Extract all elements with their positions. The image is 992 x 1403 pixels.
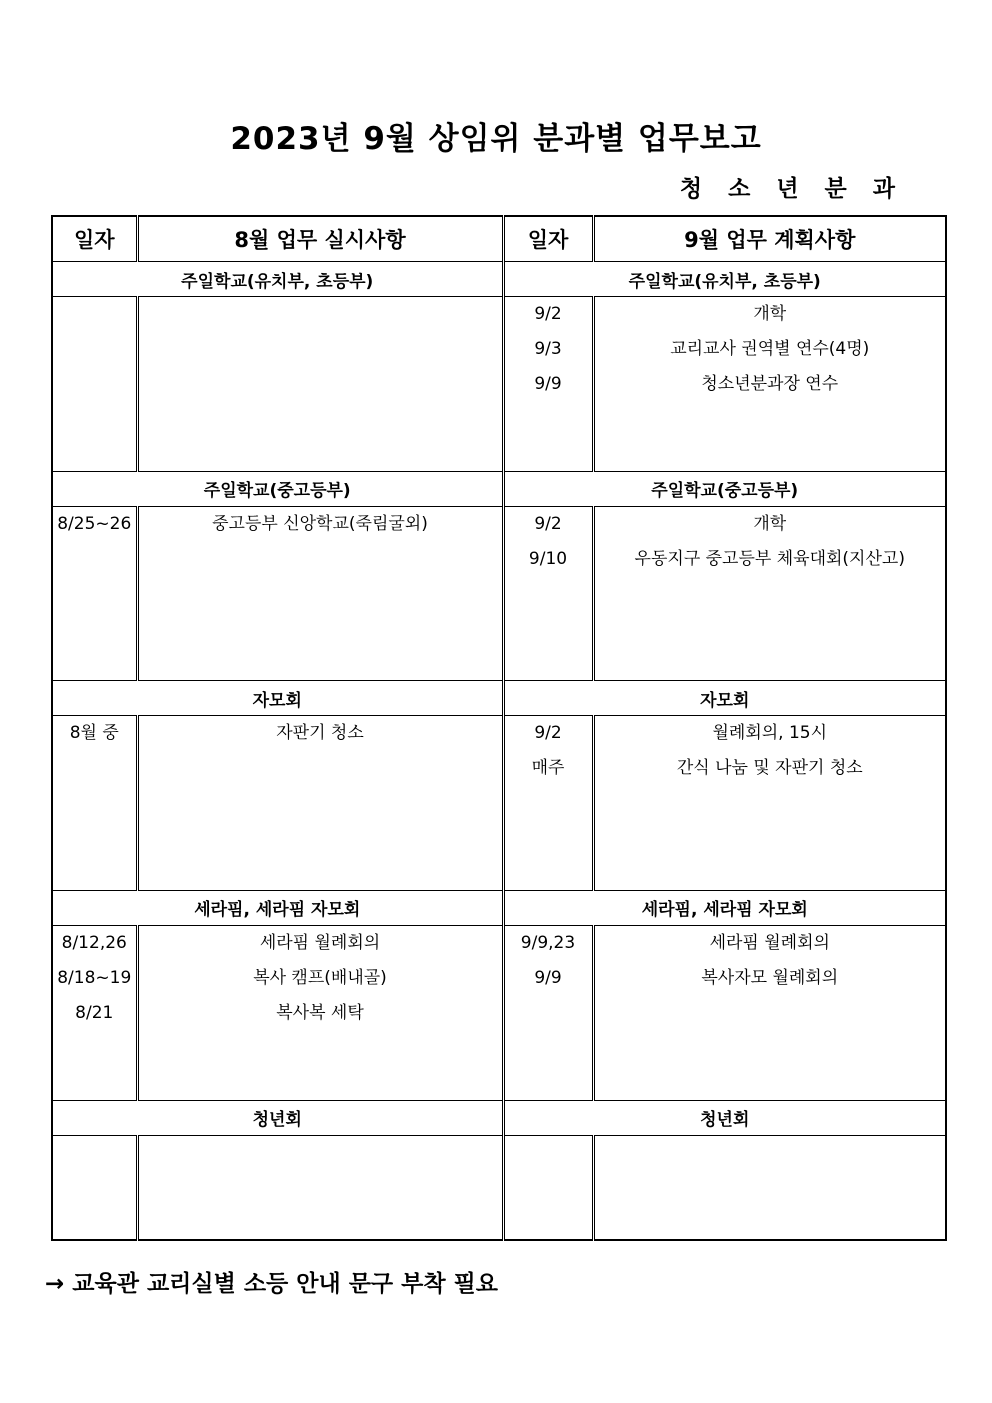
august-date-cell <box>52 1135 137 1240</box>
september-item: 개학 <box>753 304 787 325</box>
september-item: 우동지구 중고등부 체육대회(지산고) <box>634 548 905 569</box>
section-title-row <box>52 681 946 716</box>
september-date: 9/3 <box>534 339 562 360</box>
september-date: 9/9,23 <box>520 932 576 953</box>
page-title: 2023년 9월 상임위 분과별 업무보고 <box>230 121 762 157</box>
footer-note: → 교육관 교리실별 소등 안내 문구 부착 필요 <box>45 1271 499 1297</box>
section-title-right: 청년회 <box>503 1100 946 1135</box>
september-item-cell <box>593 297 946 472</box>
september-item: 교리교사 권역별 연수(4명) <box>670 339 870 360</box>
august-item: 복사복 세탁 <box>276 1002 364 1023</box>
section-body-row <box>52 1135 946 1240</box>
september-item: 청소년분과장 연수 <box>701 374 839 395</box>
august-date: 8/18~19 <box>57 967 132 988</box>
august-item-cell <box>137 506 503 681</box>
section-body-row <box>52 716 946 891</box>
august-date: 8/25~26 <box>57 513 132 534</box>
august-item-cell <box>137 925 503 1100</box>
august-date: 8/21 <box>75 1002 114 1023</box>
august-date: 8/12,26 <box>61 932 127 953</box>
section-title-right: 자모회 <box>503 681 946 716</box>
august-date-cell <box>52 506 137 681</box>
report-table <box>51 215 947 1241</box>
september-item-cell <box>593 506 946 681</box>
section-title-row <box>52 471 946 506</box>
header-date-left: 일자 <box>52 216 137 262</box>
september-item: 세라핌 월례회의 <box>709 932 830 953</box>
september-item: 복사자모 월례회의 <box>701 967 839 988</box>
header-row <box>52 216 946 262</box>
september-date-cell <box>503 297 593 472</box>
september-date: 9/9 <box>534 374 562 395</box>
september-date: 9/2 <box>534 723 562 744</box>
september-date: 9/9 <box>534 967 562 988</box>
section-title-right: 주일학교(유치부, 초등부) <box>503 262 946 297</box>
section-title-row <box>52 262 946 297</box>
section-title-left: 청년회 <box>52 1100 503 1135</box>
section-title-left: 주일학교(유치부, 초등부) <box>52 262 503 297</box>
august-item: 복사 캠프(배내골) <box>253 967 387 988</box>
august-date-cell <box>52 925 137 1100</box>
section-title-left: 자모회 <box>52 681 503 716</box>
section-title-left: 세라핌, 세라핌 자모회 <box>52 890 503 925</box>
section-title-right: 주일학교(중고등부) <box>503 471 946 506</box>
september-item-cell <box>593 716 946 891</box>
september-date-cell <box>503 925 593 1100</box>
september-item: 월례회의, 15시 <box>712 723 828 744</box>
august-date: 8월 중 <box>69 723 119 744</box>
section-body-row <box>52 506 946 681</box>
september-item: 개학 <box>753 513 787 534</box>
september-date: 9/2 <box>534 513 562 534</box>
section-title-right: 세라핌, 세라핌 자모회 <box>503 890 946 925</box>
august-date-cell <box>52 716 137 891</box>
august-date-cell <box>52 297 137 472</box>
august-item: 자판기 청소 <box>276 723 364 744</box>
august-item-cell <box>137 297 503 472</box>
september-date-cell <box>503 506 593 681</box>
header-date-right: 일자 <box>503 216 593 262</box>
september-date-cell <box>503 1135 593 1240</box>
section-body-row <box>52 297 946 472</box>
september-date: 매주 <box>531 758 565 779</box>
september-item: 간식 나눔 및 자판기 청소 <box>676 758 863 779</box>
header-august: 8월 업무 실시사항 <box>137 216 503 262</box>
section-body-row <box>52 925 946 1100</box>
september-item-cell <box>593 925 946 1100</box>
section-title-left: 주일학교(중고등부) <box>52 471 503 506</box>
august-item: 세라핌 월례회의 <box>259 932 381 953</box>
september-date: 9/2 <box>534 304 562 325</box>
september-date: 9/10 <box>528 548 568 569</box>
section-title-row <box>52 1100 946 1135</box>
september-item-cell <box>593 1135 946 1240</box>
header-september: 9월 업무 계획사항 <box>593 216 946 262</box>
august-item: 중고등부 신앙학교(죽림굴외) <box>212 513 428 534</box>
section-title-row <box>52 890 946 925</box>
september-date-cell <box>503 716 593 891</box>
august-item-cell <box>137 1135 503 1240</box>
department-name: 청 소 년 분 과 <box>679 176 904 202</box>
august-item-cell <box>137 716 503 891</box>
